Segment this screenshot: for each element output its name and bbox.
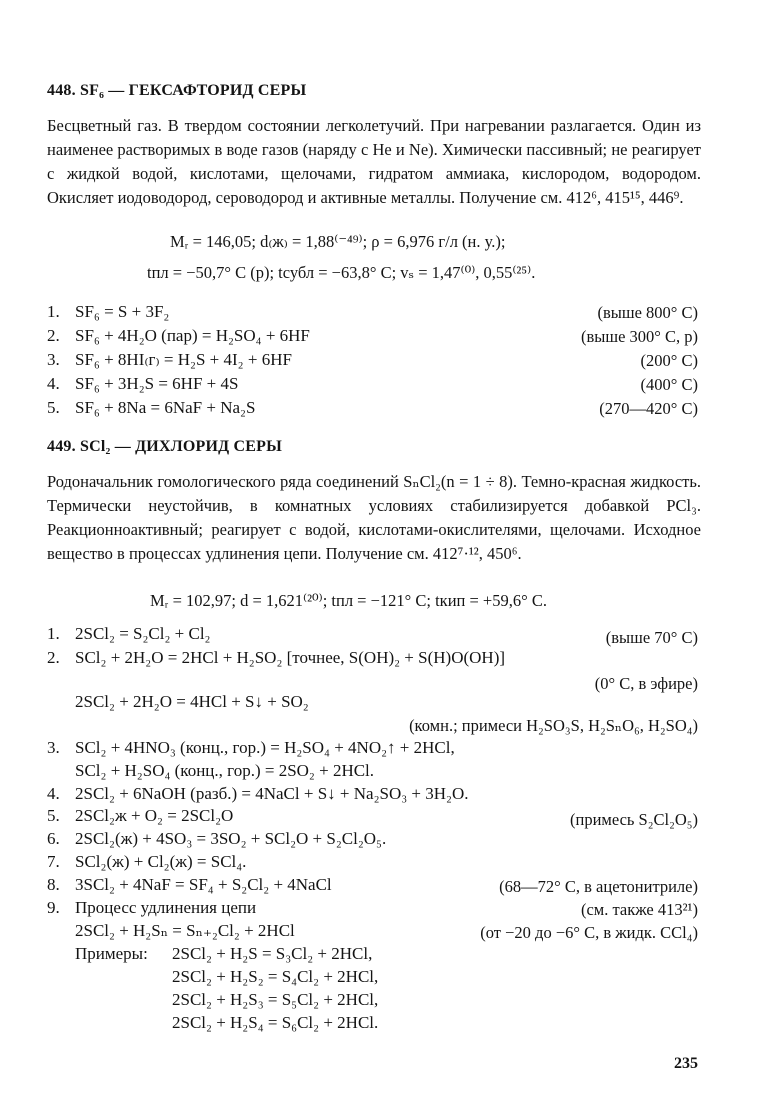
reaction-number: 3. — [47, 350, 60, 369]
reaction-number: 5. — [47, 398, 60, 417]
reaction-equation: SF₆ + 3H₂S = 6HF + 4S — [75, 374, 239, 393]
reaction-equation: 2SCl₂ж + O₂ = 2SCl₂O — [75, 806, 234, 825]
reaction-conditions: (см. также 413²¹) — [580, 900, 698, 919]
reaction-equation: SF₆ + 4H₂O (пар) = H₂SO₄ + 6HF — [75, 326, 310, 345]
reaction-conditions: (выше 800° C) — [597, 303, 698, 322]
reaction-conditions: (от −20 до −6° C, в жидк. CCl₄) — [480, 923, 698, 942]
reaction-equation: 2SCl₂ + 6NaOH (разб.) = 4NaCl + S↓ + Na₂SO₃ + 3H₂O. — [75, 784, 469, 803]
example-equation: 2SCl₂ + H₂S₄ = S₆Cl₂ + 2HCl. — [172, 1013, 379, 1032]
reaction-conditions: (примесь S₂Cl₂O₅) — [570, 810, 698, 829]
reaction-equation: 2SCl₂(ж) + 4SO₃ = 3SO₂ + SCl₂O + S₂Cl₂O₅. — [75, 829, 387, 848]
scl2-properties-line: Mᵣ = 102,97; d = 1,621⁽²⁰⁾; tпл = −121° C; tкип = +59,6° C. — [150, 591, 547, 610]
reaction-conditions: (400° C) — [640, 375, 698, 394]
reaction-equation: SCl₂ + 4HNO₃ (конц., гор.) = H₂SO₄ + 4NO₂↑ + 2HCl, — [75, 738, 455, 757]
reaction-equation: Процесс удлинения цепи — [75, 898, 257, 917]
reaction-conditions: (выше 300° C, p) — [581, 327, 698, 346]
reaction-number: 5. — [47, 806, 60, 825]
example-equation: 2SCl₂ + H₂S₃ = S₅Cl₂ + 2HCl, — [172, 990, 379, 1009]
reaction-number: 3. — [47, 738, 60, 757]
reaction-equation: 2SCl₂ + 2H₂O = 4HCl + S↓ + SO₂ — [75, 692, 309, 711]
reaction-equation: SF₆ + 8Na = 6NaF + Na₂S — [75, 398, 256, 417]
section-heading-449: 449. SCl₂ — ДИХЛОРИД СЕРЫ — [47, 438, 283, 455]
reaction-number: 9. — [47, 898, 60, 917]
section-448-description: Бесцветный газ. В твердом состоянии легколетучий. При нагревании разлагается. Один из наименее растворимых в воде газов (наряду с He и Ne). Химически пассивный; не реагирует с жидкой водой, кислотами, щелочами, гидратом аммиака, кислородом, водородом. Окисляет иодоводород, сероводород и активные металлы. Получение см. 412⁶, 415¹⁵, 446⁹. — [47, 116, 701, 207]
reaction-number: 2. — [47, 648, 60, 667]
section-449-description: Родоначальник гомологического ряда соединений SₙCl₂(n = 1 ÷ 8). Темно-красная жидкость. Термически неустойчив, в комнатных условиях стабилизируется добавкой PCl₃. Реакционноактивный; реагирует с водой, кислотами-окислителями, щелочами. Исходное вещество в процессах удлинения цепи. Получение см. 412⁷·¹², 450⁶. — [47, 472, 701, 563]
reaction-number: 2. — [47, 326, 60, 345]
reaction-conditions: (комн.; примеси H₂SO₃S, H₂SₙO₆, H₂SO₄) — [409, 716, 698, 735]
reaction-number: 4. — [47, 784, 60, 803]
reaction-equation: 2SCl₂ = S₂Cl₂ + Cl₂ — [75, 624, 211, 643]
sf6-properties-line-2: tпл = −50,7° C (p); tсубл = −63,8° C; vₛ = 1,47⁽⁰⁾, 0,55⁽²⁵⁾. — [147, 263, 536, 282]
reaction-number: 1. — [47, 302, 60, 321]
reaction-equation: SCl₂(ж) + Cl₂(ж) = SCl₄. — [75, 852, 247, 871]
section-heading-448: 448. SF₆ — ГЕКСАФТОРИД СЕРЫ — [47, 82, 307, 99]
reaction-equation: 2SCl₂ + H₂Sₙ = Sₙ₊₂Cl₂ + 2HCl — [75, 921, 295, 940]
reaction-conditions: (68—72° C, в ацетонитриле) — [499, 877, 698, 896]
reaction-conditions: (200° C) — [640, 351, 698, 370]
reaction-number: 4. — [47, 374, 60, 393]
reaction-equation: SCl₂ + H₂SO₄ (конц., гор.) = 2SO₂ + 2HCl. — [75, 761, 375, 780]
example-equation: 2SCl₂ + H₂S = S₃Cl₂ + 2HCl, — [172, 944, 373, 963]
reaction-conditions: (270—420° C) — [599, 399, 698, 418]
reaction-number: 7. — [47, 852, 60, 871]
reaction-equation: SCl₂ + 2H₂O = 2HCl + H₂SO₂ [точнее, S(OH)₂ + S(H)O(OH)] — [75, 648, 506, 667]
page-number: 235 — [674, 1055, 698, 1072]
reaction-equation: SF₆ = S + 3F₂ — [75, 302, 170, 321]
reaction-number: 1. — [47, 624, 60, 643]
reaction-equation: 3SCl₂ + 4NaF = SF₄ + S₂Cl₂ + 4NaCl — [75, 875, 332, 894]
reaction-number: 8. — [47, 875, 60, 894]
sf6-properties-line-1: Mᵣ = 146,05; d₍ж₎ = 1,88⁽⁻⁴⁹⁾; ρ = 6,976 г/л (н. у.); — [170, 232, 506, 251]
examples-label: Примеры: — [75, 944, 148, 963]
reaction-number: 6. — [47, 829, 60, 848]
reaction-conditions: (выше 70° C) — [605, 628, 698, 647]
reaction-conditions: (0° C, в эфире) — [594, 674, 698, 693]
example-equation: 2SCl₂ + H₂S₂ = S₄Cl₂ + 2HCl, — [172, 967, 379, 986]
reaction-equation: SF₆ + 8HI₍г₎ = H₂S + 4I₂ + 6HF — [75, 350, 292, 369]
